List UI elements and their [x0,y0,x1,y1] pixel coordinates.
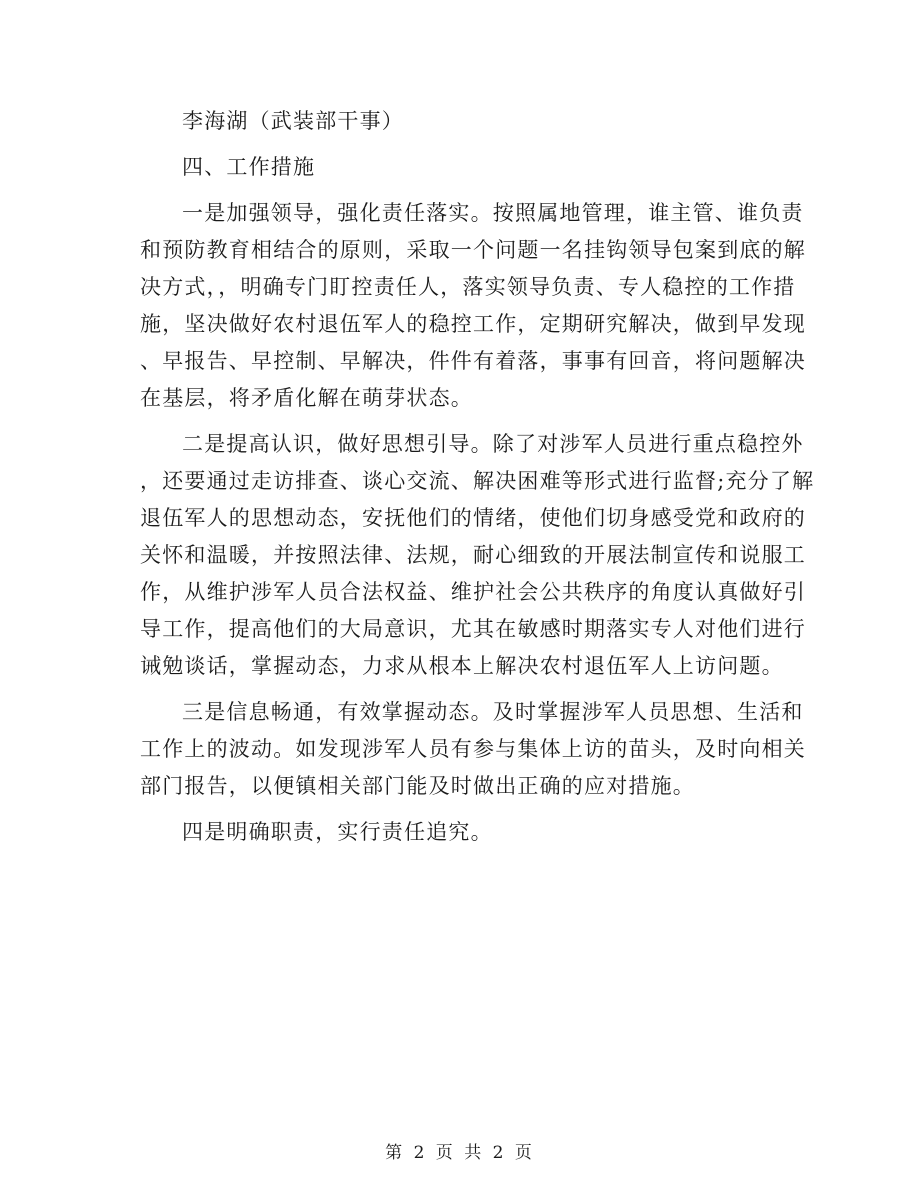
text-line: 和预防教育相结合的原则，采取一个问题一名挂钩领导包案到底的解 [140,238,806,262]
text-line: 、早报告、早控制、早解决，件件有着落，事事有回音，将问题解决 [140,349,806,373]
text-line: 诫勉谈话，掌握动态，力求从根本上解决农村退伍军人上访问题。 [140,654,784,678]
text-line: 三是信息畅通，有效掌握动态。及时掌握涉军人员思想、生活和 [182,700,804,724]
text-line: 在基层，将矛盾化解在萌芽状态。 [140,386,473,410]
paragraph-author: 李海湖（武装部干事） [182,109,404,133]
text-line: 工作上的波动。如发现涉军人员有参与集体上访的苗头，及时向相关 [140,737,806,761]
paragraph-measure-two [140,426,815,685]
text-line: 导工作，提高他们的大局意识，尤其在敏感时期落实专人对他们进行 [140,617,806,641]
text-line: 退伍军人的思想动态，安抚他们的情绪，使他们切身感受党和政府的 [140,506,806,530]
text-line: 一是加强领导，强化责任落实。按照属地管理，谁主管、谁负责 [182,201,804,225]
paragraph-measure-four: 四是明确职责，实行责任追究。 [182,820,493,844]
text-line: 关怀和温暖，并按照法律、法规，耐心细致的开展法制宣传和说服工 [140,543,806,567]
page-number-footer: 第 2 页 共 2 页 [385,1143,535,1163]
text-line: 作，从维护涉军人员合法权益、维护社会公共秩序的角度认真做好引 [140,580,806,604]
document-body [140,103,815,851]
text-line: ，还要通过走访排查、谈心交流、解决困难等形式进行监督;充分了解 [140,469,815,493]
paragraph-section-heading: 四、工作措施 [182,155,316,179]
paragraph-measure-three [140,694,806,805]
text-line: 决方式，，明确专门盯控责任人，落实领导负责、专人稳控的工作措 [140,275,796,299]
text-line: 二是提高认识，做好思想引导。除了对涉军人员进行重点稳控外 [182,432,804,456]
text-line: 部门报告，以便镇相关部门能及时做出正确的应对措施。 [140,774,695,798]
text-line: 施，坚决做好农村退伍军人的稳控工作，定期研究解决，做到早发现 [140,312,806,336]
paragraph-measure-one [140,195,806,417]
